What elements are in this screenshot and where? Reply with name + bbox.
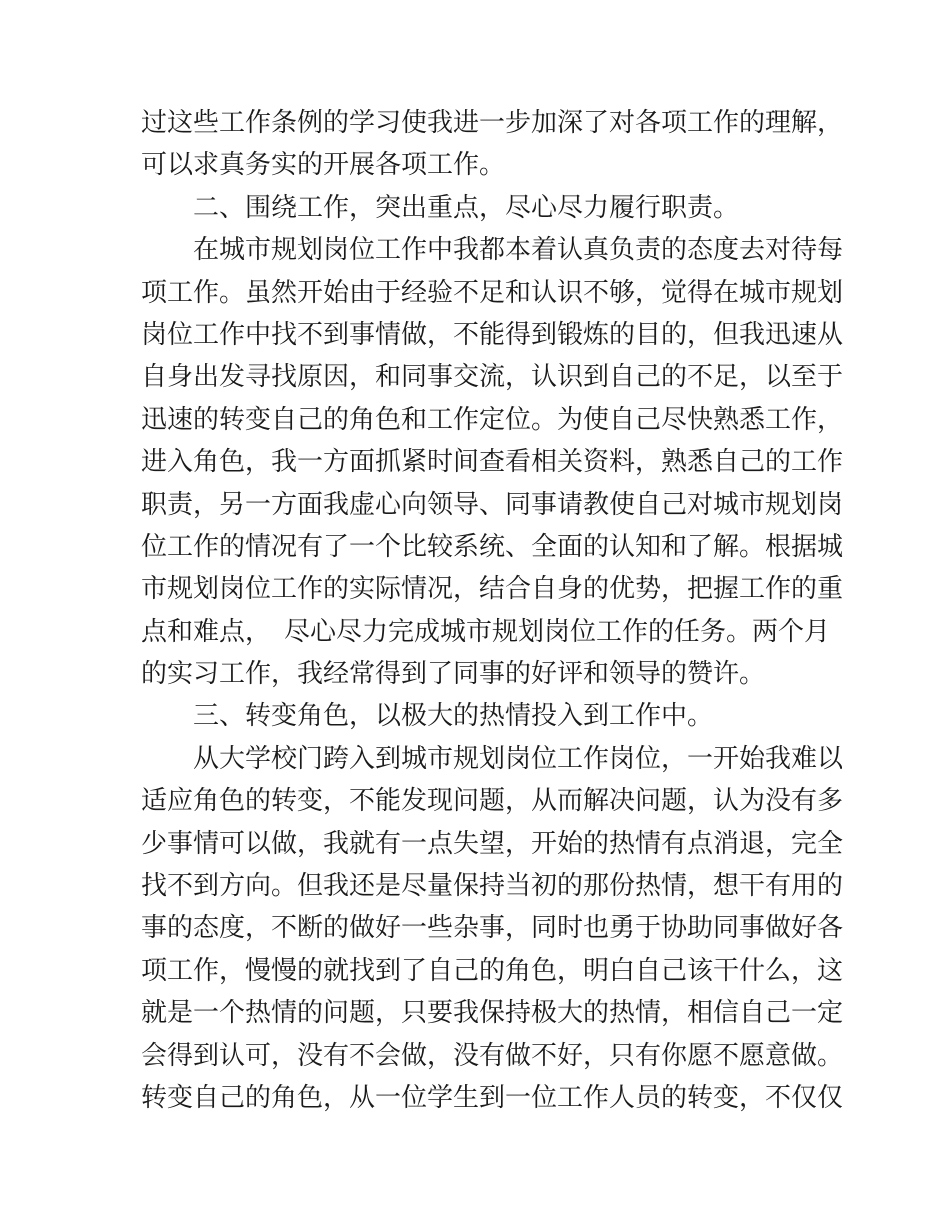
text-line: 迅速的转变自己的角色和工作定位。为使自己尽快熟悉工作， [141,404,844,435]
text-line: 会得到认可，没有不会做，没有做不好，只有你愿不愿意做。 [141,1040,844,1071]
text-line: 找不到方向。但我还是尽量保持当初的那份热情，想干有用的 [141,871,844,902]
text-line: 在城市规划岗位工作中我都本着认真负责的态度去对待每 [193,235,844,266]
text-line: 项工作，慢慢的就找到了自己的角色，明白自己该干什么，这 [141,955,844,986]
text-line: 位工作的情况有了一个比较系统、全面的认知和了解。根据城 [141,531,844,562]
text-line: 从大学校门跨入到城市规划岗位工作岗位，一开始我难以 [193,743,844,774]
text-line: 适应角色的转变，不能发现问题，从而解决问题，认为没有多 [141,786,844,817]
text-line: 的实习工作，我经常得到了同事的好评和领导的赞许。 [141,659,766,690]
text-line: 点和难点， 尽心尽力完成城市规划岗位工作的任务。两个月 [141,616,831,647]
text-line: 事的态度，不断的做好一些杂事，同时也勇于协助同事做好各 [141,913,844,944]
text-line: 职责，另一方面我虚心向领导、同事请教使自己对城市规划岗 [141,489,844,520]
text-line: 进入角色，我一方面抓紧时间查看相关资料，熟悉自己的工作 [141,447,844,478]
text-line: 岗位工作中找不到事情做，不能得到锻炼的目的，但我迅速从 [141,319,844,350]
text-line: 就是一个热情的问题，只要我保持极大的热情，相信自己一定 [141,998,844,1029]
text-line: 项工作。虽然开始由于经验不足和认识不够，觉得在城市规划 [141,277,844,308]
body-text [141,102,844,1119]
text-line: 自身出发寻找原因，和同事交流，认识到自己的不足，以至于 [141,362,844,393]
text-line: 市规划岗位工作的实际情况，结合自身的优势，把握工作的重 [141,574,844,605]
text-line: 三、转变角色，以极大的热情投入到工作中。 [193,701,714,732]
text-line: 二、围绕工作，突出重点，尽心尽力履行职责。 [193,192,740,223]
text-line: 过这些工作条例的学习使我进一步加深了对各项工作的理解， [141,108,844,138]
text-line: 少事情可以做，我就有一点失望，开始的热情有点消退，完全 [141,828,844,859]
text-line: 转变自己的角色，从一位学生到一位工作人员的转变，不仅仅 [141,1082,844,1113]
text-line: 可以求真务实的开展各项工作。 [141,150,506,181]
